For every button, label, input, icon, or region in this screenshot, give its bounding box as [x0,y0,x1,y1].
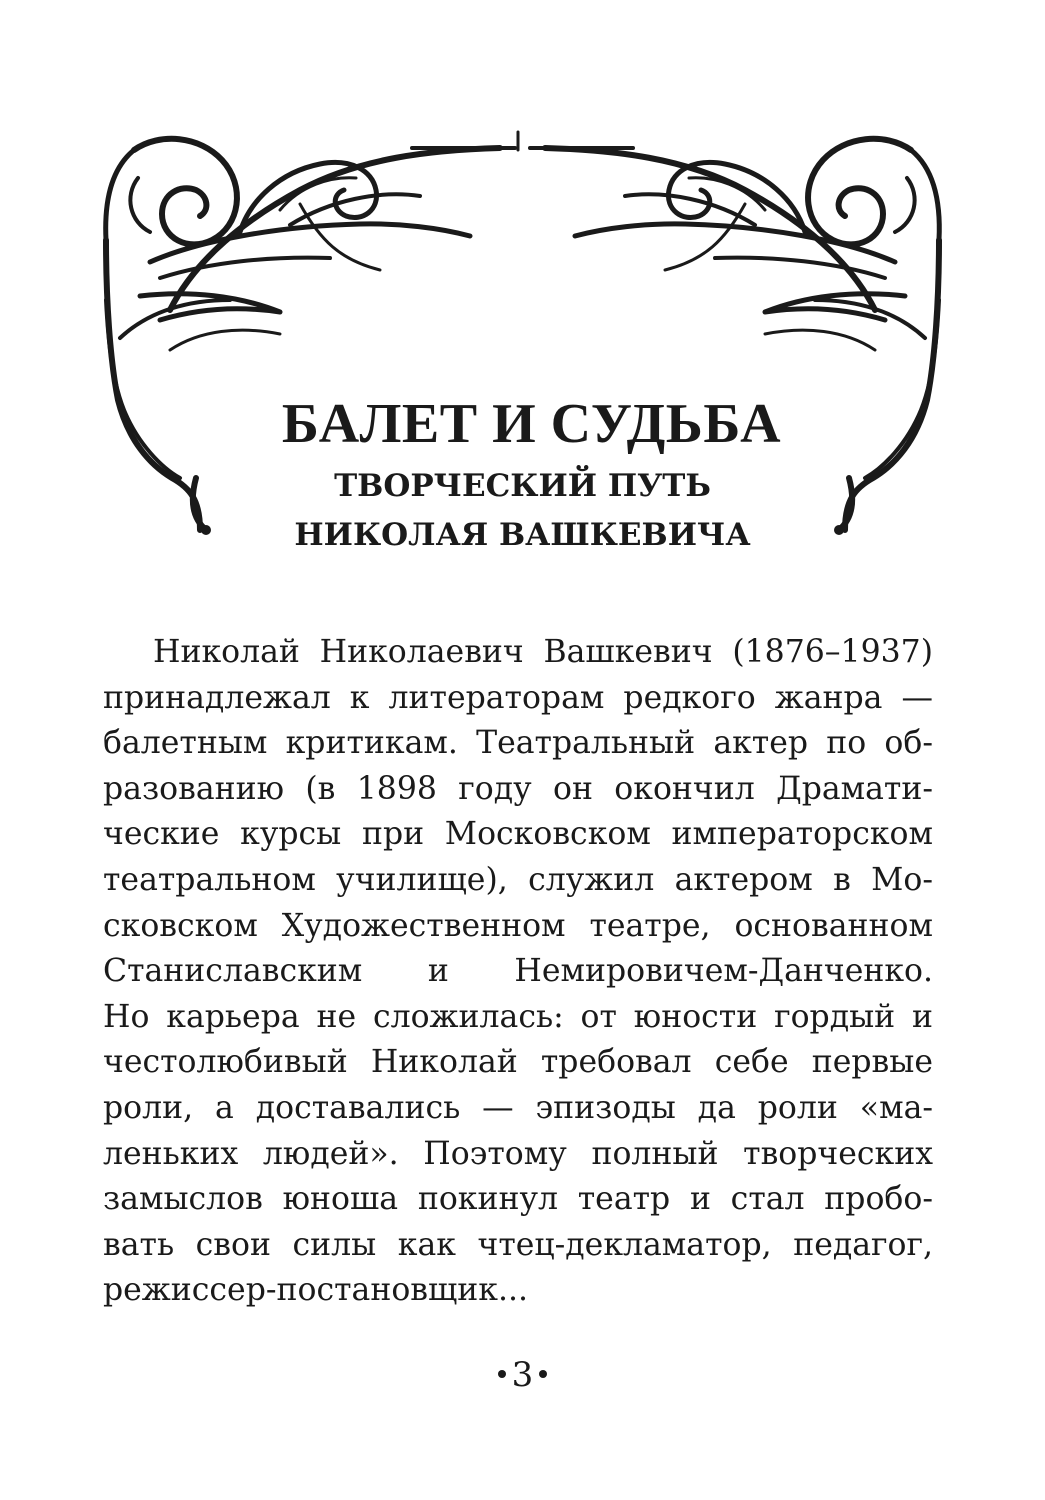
text-line: разованию (в 1898 году он окончил Драмати- [103,770,933,807]
page-title: БАЛЕТ И СУДЬБА [281,393,782,455]
bullet-icon [498,1370,506,1378]
text-line: режиссер-постановщик... [103,1272,529,1309]
text-line: сковском Художественном театре, основанном [103,907,933,944]
bullet-icon [539,1370,547,1378]
text-line: вать свои силы как чтец-декламатор, педагог, [103,1226,933,1263]
text-line: принадлежал к литераторам редкого жанра — [103,679,933,716]
text-line: театральном училище), служил актером в Мо- [103,861,933,898]
text-line: ческие курсы при Московском императорском [103,816,933,853]
subtitle-line-2: НИКОЛАЯ ВАШКЕВИЧА [294,517,751,553]
text-line: Станиславским и Немировичем-Данченко. [103,953,933,990]
page-number-value: 3 [511,1355,534,1395]
text-line: замыслов юноша покинул театр и стал пробо- [103,1181,933,1218]
text-line: балетным критикам. Театральный актер по об- [103,725,933,762]
heading-block [0,388,1045,558]
subtitle-line-1: ТВОРЧЕСКИЙ ПУТЬ [334,468,711,504]
text-line: леньких людей». Поэтому полный творческих [103,1135,933,1172]
body-paragraph [103,630,933,1314]
text-line: честолюбивый Николай требовал себе первые [103,1044,933,1081]
text-line: роли, а доставались — эпизоды да роли «ма- [103,1089,933,1126]
page-number [0,1355,1045,1395]
text-line: Но карьера не сложилась: от юности гордый и [103,998,933,1035]
text-line: Николай Николаевич Вашкевич (1876–1937) [153,634,933,670]
